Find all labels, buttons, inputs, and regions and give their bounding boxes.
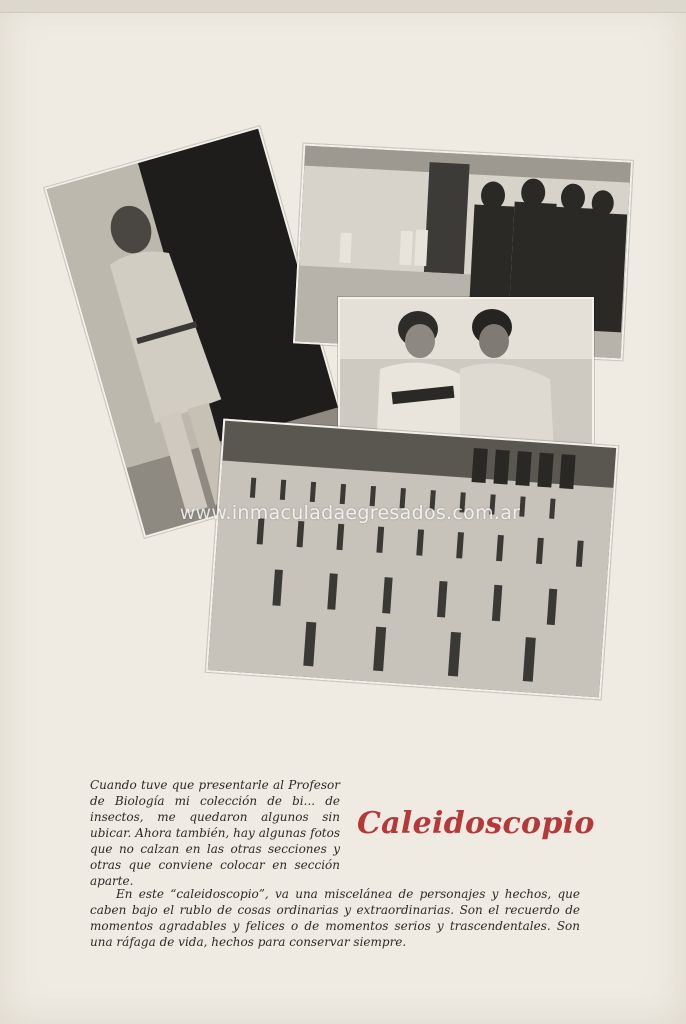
section-title: Caleidoscopio [357,806,595,841]
intro-paragraph: Cuando tuve que presentarle al Profesor de Biología mi colección de bi... de insectos, me quedaron algunos sin ubicar. Ahora también, hay algunas fotos que no calzan en las otras secciones y otras que conviene colocar en sección aparte. [90,778,340,888]
body-paragraph: En este “caleidoscopio”, va una miscelánea de personajes y hechos, que caben bajo el rublo de cosas ordinarias y extraordinarias. Son el recuerdo de momentos agradables y felices o de momentos serios y trascendentales. Son una ráfaga de vida, hechos para conservar siempre. [90,887,580,949]
photo-gymnastics-schoolyard [206,418,619,699]
page-top-edge [0,0,686,13]
photo-gymnastics-image [208,421,616,698]
watermark-url: www.inmaculadaegresados.com.ar [179,502,521,524]
